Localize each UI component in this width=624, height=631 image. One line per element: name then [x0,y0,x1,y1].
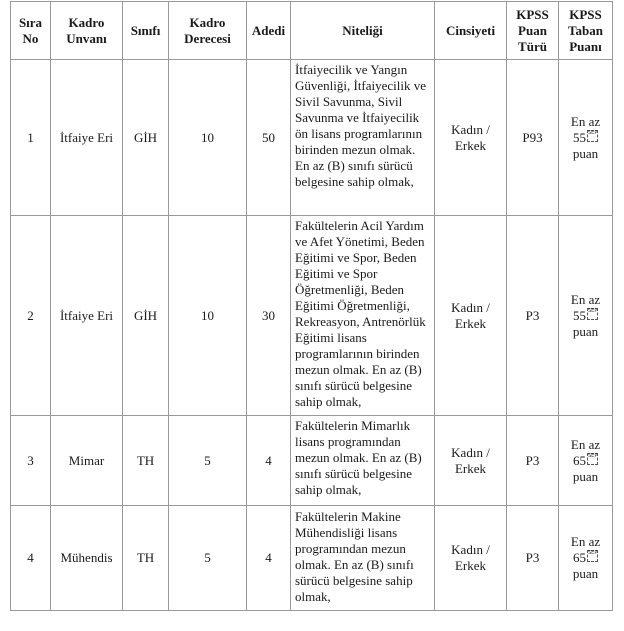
taban-suffix: puan [572,145,599,161]
cell-puan-turu: P3 [507,216,559,416]
cell-sira: 2 [11,216,51,416]
cell-adet: 4 [247,416,291,506]
cell-sira: 3 [11,416,51,506]
header-kpss-taban-puani: KPSS Taban Puanı [559,2,613,60]
header-kadro-unvani: Kadro Unvanı [51,2,123,60]
cell-cinsiyet: Kadın / Erkek [435,60,507,216]
cell-puan-turu: P93 [507,60,559,216]
cell-taban-puan [559,60,613,216]
sep-glyph-icon: SEP [587,130,598,142]
nitelik-text: Fakültelerin Makine Mühendisliği lisans programından mezun olmak. En az (B) sınıfı sürücü belgesine sahip olmak, [295,509,414,604]
nitelik-text: Fakültelerin Acil Yardım ve Afet Yönetimi, Beden Eğitimi ve Spor, Beden Eğitimi ve Spor Öğretmenliği, Beden Eğitimi Öğretmenliği, Rekreasyon, Antrenörlük Eğitimi lisans programlarının birinden mezun olmak. En az (B) sınıfı sürücü belgesine sahip olmak, [295,218,426,409]
header-kadro-derecesi: Kadro Derecesi [169,2,247,60]
nitelik-text: İtfaiyecilik ve Yangın Güvenliği, İtfaiyecilik ve Sivil Savunma, Sivil Savunma ve İtfaiyecilik ön lisans programlarının birinden mezun olmak. En az (B) sınıfı sürücü belgesine sahip olmak, [295,62,427,189]
taban-value: 65 [572,452,586,468]
cell-puan-turu: P3 [507,416,559,506]
cell-sinif: GİH [123,216,169,416]
table-row [11,60,613,216]
cell-adet: 30 [247,216,291,416]
cell-unvan: İtfaiye Eri [51,60,123,216]
header-kpss-puan-turu: KPSS Puan Türü [507,2,559,60]
taban-suffix: puan [572,566,599,581]
cell-sinif: TH [123,416,169,506]
taban-suffix: puan [572,323,599,339]
cell-derece: 10 [169,60,247,216]
taban-prefix: En az [570,436,601,452]
nitelik-text: Fakültelerin Mimarlık lisans programından mezun olmak. En az (B) sınıfı sürücü belgesine sahip olmak, [295,418,422,497]
cell-nitelik [291,216,435,416]
cell-derece: 5 [169,416,247,506]
taban-value: 55 [572,129,586,145]
cell-adet: 50 [247,60,291,216]
cell-nitelik [291,60,435,216]
table-row [11,216,613,416]
header-adedi: Adedi [247,2,291,60]
cell-cinsiyet: Kadın / Erkek [435,416,507,506]
sep-glyph-icon: SEP [587,550,598,562]
cell-nitelik [291,416,435,506]
table-row [11,506,613,611]
taban-prefix: En az [570,291,601,307]
cell-cinsiyet: Kadın / Erkek [435,216,507,416]
cell-derece: 5 [169,506,247,611]
cell-sira: 1 [11,60,51,216]
cell-unvan: İtfaiye Eri [51,216,123,416]
taban-suffix: puan [572,468,599,484]
sep-glyph-icon: SEP [587,308,598,320]
cell-nitelik [291,506,435,611]
taban-value: 55 [572,307,586,323]
cell-unvan: Mühendis [51,506,123,611]
header-niteligi: Niteliği [291,2,435,60]
cell-sira: 4 [11,506,51,611]
cell-derece: 10 [169,216,247,416]
cell-sinif: TH [123,506,169,611]
cell-unvan: Mimar [51,416,123,506]
cell-taban-puan [559,416,613,506]
header-row [11,2,613,60]
recruitment-table [10,1,613,611]
header-sira-no: Sıra No [11,2,51,60]
cell-cinsiyet: Kadın / Erkek [435,506,507,611]
header-sinifi: Sınıfı [123,2,169,60]
cell-taban-puan [559,506,613,611]
cell-taban-puan [559,216,613,416]
taban-value: 65 [572,550,586,565]
cell-adet: 4 [247,506,291,611]
taban-prefix: En az [570,113,601,129]
table-row [11,416,613,506]
header-cinsiyeti: Cinsiyeti [435,2,507,60]
cell-sinif: GİH [123,60,169,216]
cell-puan-turu: P3 [507,506,559,611]
sep-glyph-icon: SEP [587,453,598,465]
taban-prefix: En az [570,534,601,549]
